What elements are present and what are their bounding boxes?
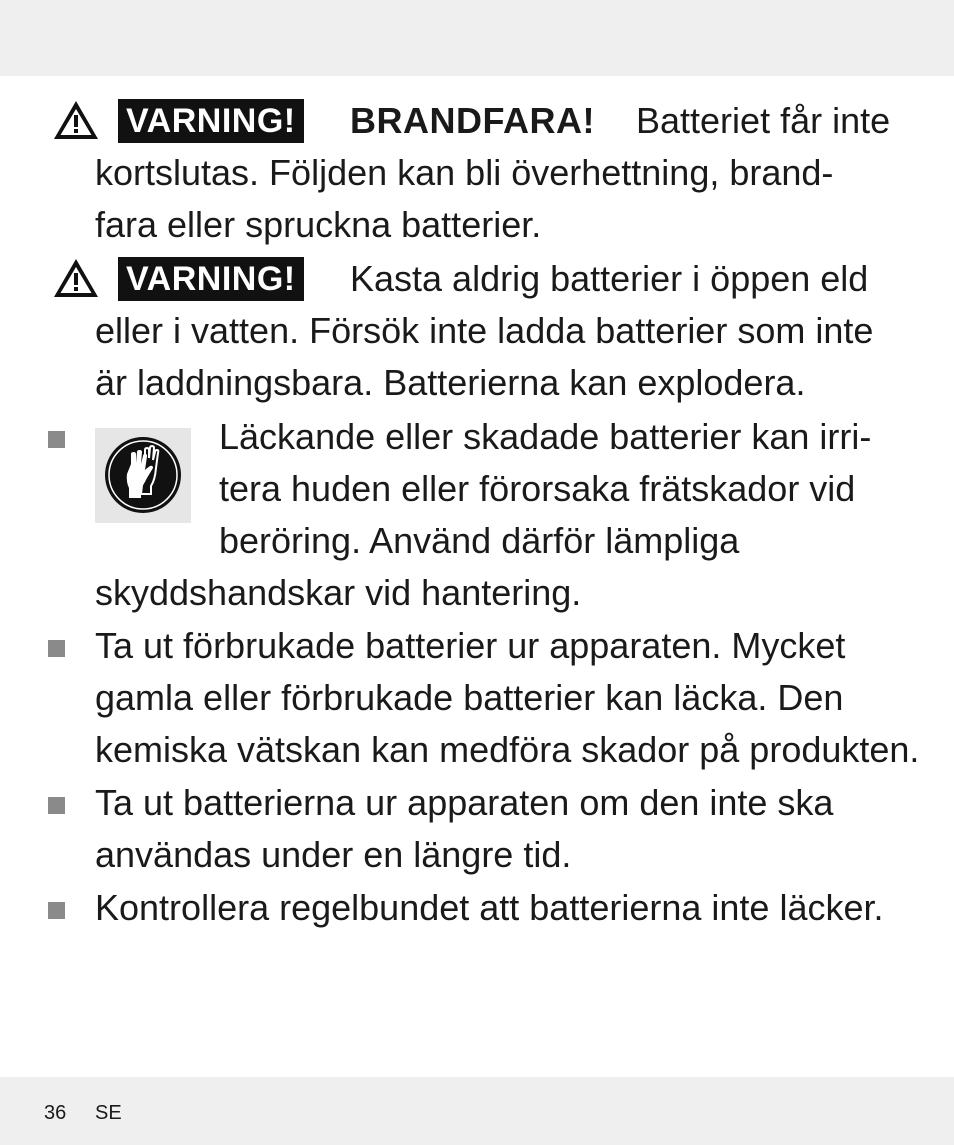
language-code: SE: [95, 1102, 122, 1124]
list-item-text: skyddshandskar vid hantering.: [95, 572, 582, 613]
footer-band: [0, 1077, 954, 1145]
list-item-text: Kontrollera regelbundet att batterierna inte läcker.: [95, 887, 884, 928]
list-item-text: Ta ut batterierna ur apparaten om den inte ska: [95, 782, 834, 823]
warning-text: Batteriet får inte: [636, 100, 891, 141]
warning-text: kortslutas. Följden kan bli överhettning, brand-: [95, 152, 834, 193]
brandfara-heading: BRANDFARA!: [350, 100, 595, 141]
header-band: [0, 0, 954, 76]
list-item-text: användas under en längre tid.: [95, 834, 572, 875]
warning-text: eller i vatten. Försök inte ladda batterier som inte: [95, 310, 874, 351]
page-number: 36: [44, 1102, 67, 1124]
warning-text: fara eller spruckna batterier.: [95, 204, 542, 245]
list-item-text: kemiska vätskan kan medföra skador på produkten.: [95, 729, 920, 770]
warning-label: VARNING!: [118, 257, 304, 301]
warning-text: är laddningsbara. Batterierna kan explodera.: [95, 362, 806, 403]
warning-text: Kasta aldrig batterier i öppen eld: [350, 258, 869, 299]
list-item-text: gamla eller förbrukade batterier kan läcka. Den: [95, 677, 844, 718]
list-item-text: Läckande eller skadade batterier kan irri-: [219, 416, 872, 457]
list-item-text: tera huden eller förorsaka frätskador vid: [219, 468, 856, 509]
list-item-text: beröring. Använd därför lämpliga: [219, 520, 740, 561]
list-item-text: Ta ut förbrukade batterier ur apparaten. Mycket: [95, 625, 846, 666]
warning-label: VARNING!: [118, 99, 304, 143]
